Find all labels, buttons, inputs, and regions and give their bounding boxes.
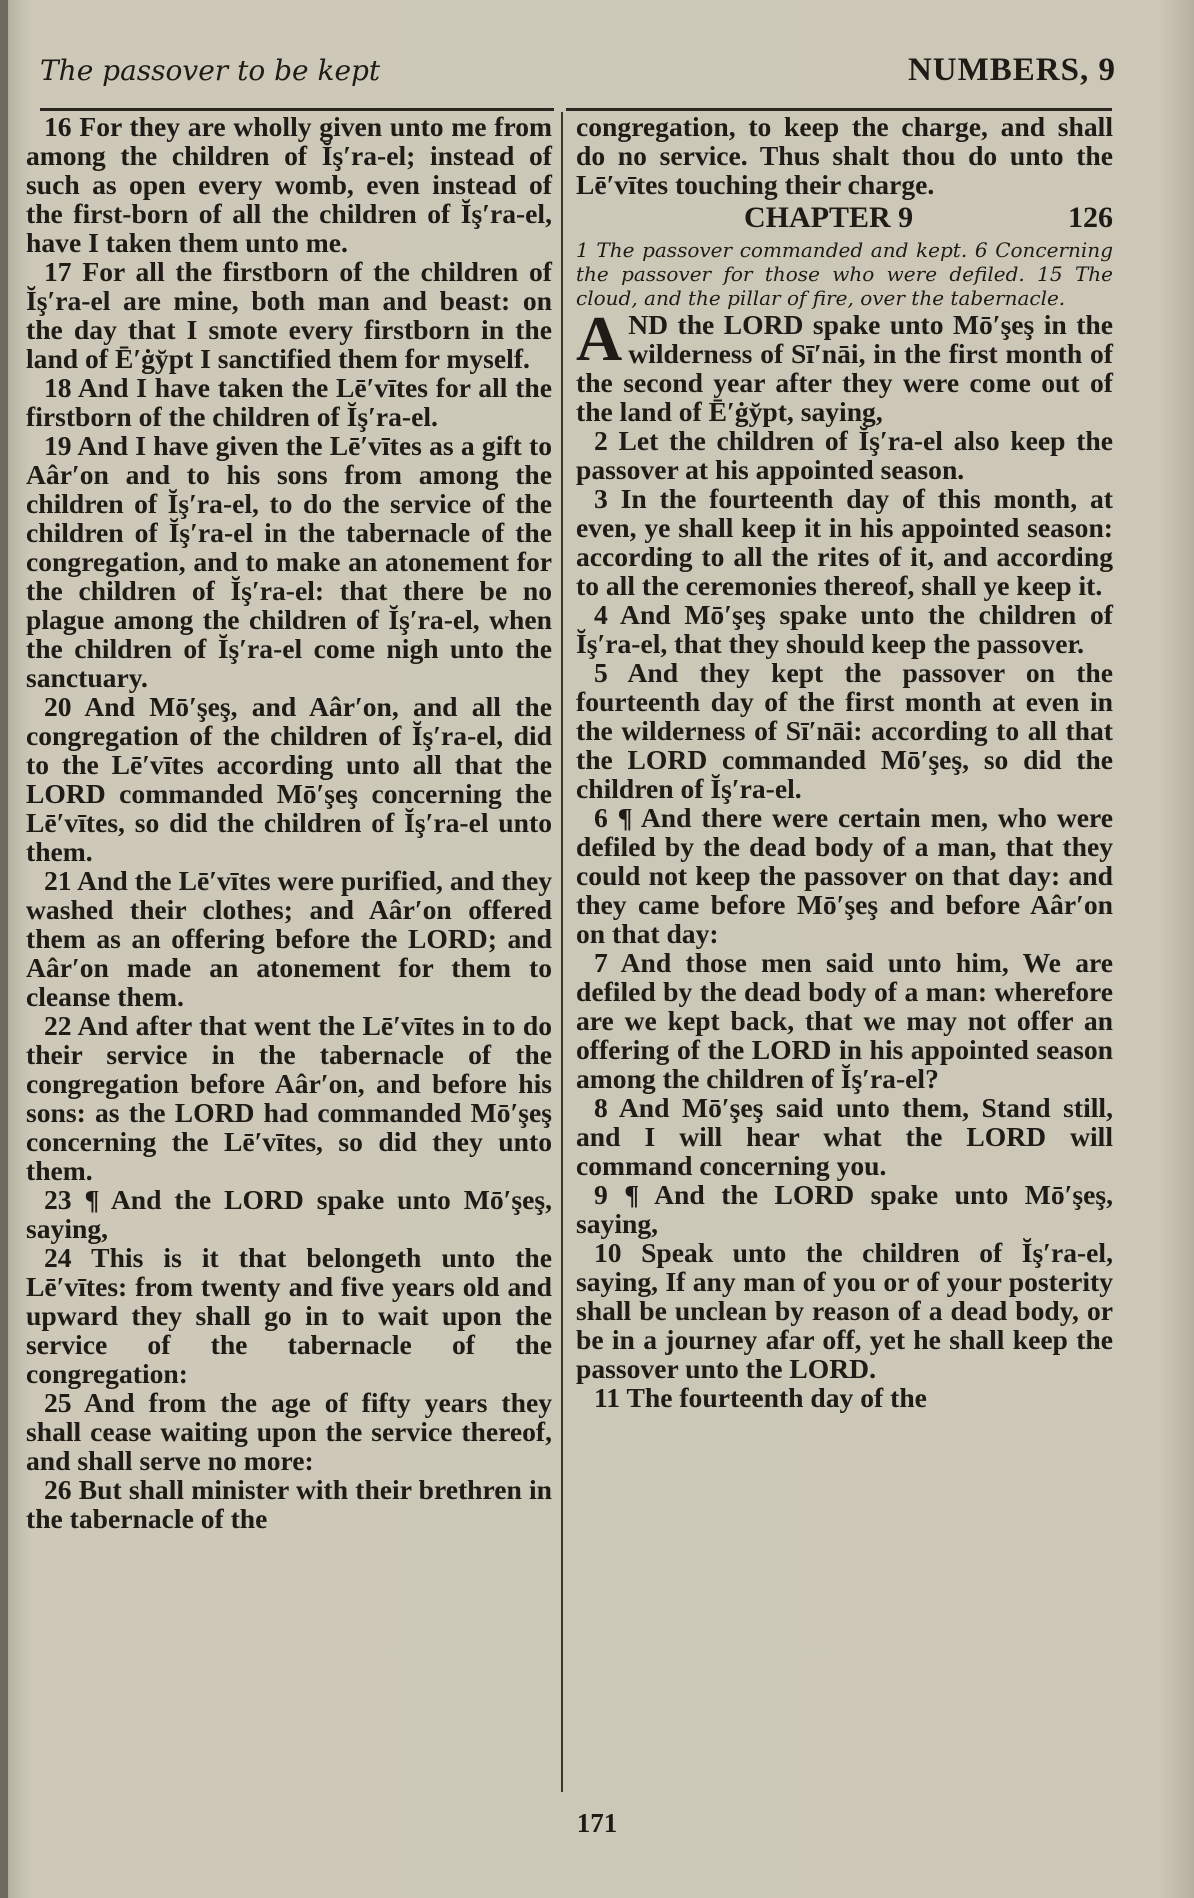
- verse-26-continued: congregation, to keep the charge, and shall do no service. Thus shalt thou do unto the Lē′vītes touching their charge.: [576, 111, 1113, 200]
- running-head-title: The passover to be kept: [40, 54, 381, 87]
- chapter-summary: 1 The passover commanded and kept. 6 Concerning the passover for those who were defiled. 15 The cloud, and the pillar of fire, over the tabernacle.: [576, 238, 1113, 310]
- running-head-book: NUMBERS, 9: [907, 52, 1116, 88]
- verse-21: 21 And the Lē′vītes were purified, and they washed their clothes; and Aâr′on offered them as an offering before the LORD; and Aâr′on made an atonement for them to cleanse them.: [26, 865, 552, 1012]
- verse-3: 3 In the fourteenth day of this month, at even, ye shall keep it in his appointed season: according to all the rites of it, and according to all the ceremonies thereof, shall ye keep it.: [576, 483, 1113, 601]
- verse-24: 24 This is it that belongeth unto the Lē′vītes: from twenty and five years old and upward they shall go in to wait upon the service of the tabernacle of the congregation:: [26, 1242, 552, 1389]
- verse-19: 19 And I have given the Lē′vītes as a gift to Aâr′on and to his sons from among the children of Ĭş′ra-el, to do the service of the children of Ĭş′ra-el in the tabernacle of the congregation, and to make an atonement for the children of Ĭş′ra-el: that there be no plague among the children of Ĭş′ra-el, when the children of Ĭş′ra-el come nigh unto the sanctuary.: [26, 430, 552, 693]
- verse-18: 18 And I have taken the Lē′vītes for all the firstborn of the children of Ĭş′ra-el.: [26, 372, 552, 432]
- chapter-heading: [576, 203, 1113, 232]
- verse-26: 26 But shall minister with their brethren in the tabernacle of the: [26, 1474, 552, 1534]
- column-divider: [561, 112, 563, 1792]
- verse-4: 4 And Mō′şeş spake unto the children of Ĭş′ra-el, that they should keep the passover.: [576, 599, 1113, 659]
- verse-9: 9 ¶ And the LORD spake unto Mō′şeş, saying,: [576, 1179, 1113, 1239]
- verse-23: 23 ¶ And the LORD spake unto Mō′şeş, saying,: [26, 1184, 552, 1244]
- left-column: [26, 112, 552, 1533]
- right-column: [576, 112, 1113, 1412]
- chapter-label: CHAPTER 9: [744, 201, 914, 234]
- page-number: 171: [576, 1808, 618, 1838]
- drop-cap: A: [576, 303, 623, 374]
- verse-16: 16 For they are wholly given unto me from among the children of Ĭş′ra-el; instead of such as open every womb, even instead of the first-born of all the children of Ĭş′ra-el, have I taken them unto me.: [26, 111, 552, 258]
- chapter-opening-text: ND the LORD spake unto Mō′şeş in the wilderness of Sī′nāi, in the first month of the second year after they were come out of the land of Ē′ġy̆pt, saying,: [576, 309, 1113, 427]
- verse-5: 5 And they kept the passover on the fourteenth day of the first month at even in the wilderness of Sī′nāi: according to all that the LORD commanded Mō′şeş, so did the children of Ĭş′ra-el.: [576, 657, 1113, 804]
- verse-22: 22 And after that went the Lē′vītes in to do their service in the tabernacle of the congregation before Aâr′on, and before his sons: as the LORD had commanded Mō′şeş concerning the Lē′vītes, so did they unto them.: [26, 1010, 552, 1186]
- verse-17: 17 For all the firstborn of the children of Ĭş′ra-el are mine, both man and beast: on the day that I smote every firstborn in the land of Ē′ġy̆pt I sanctified them for myself.: [26, 256, 552, 374]
- verse-20: 20 And Mō′şeş, and Aâr′on, and all the congregation of the children of Ĭş′ra-el, did to the Lē′vītes according unto all that the LORD commanded Mō′şeş concerning the Lē′vītes, so did the children of Ĭş′ra-el unto them.: [26, 691, 552, 867]
- verse-2: 2 Let the children of Ĭş′ra-el also keep the passover at his appointed season.: [576, 425, 1113, 485]
- verse-10: 10 Speak unto the children of Ĭş′ra-el, saying, If any man of you or of your posterity shall be unclean by reason of a dead body, or be in a journey afar off, yet he shall keep the passover unto the LORD.: [576, 1237, 1113, 1384]
- verse-6: 6 ¶ And there were certain men, who were defiled by the dead body of a man, that they could not keep the passover on that day: and they came before Mō′şeş and before Aâr′on on that day:: [576, 802, 1113, 949]
- verse-8: 8 And Mō′şeş said unto them, Stand still, and I will hear what the LORD will command concerning you.: [576, 1092, 1113, 1181]
- spine-shadow: [0, 0, 8, 1898]
- verse-25: 25 And from the age of fifty years they shall cease waiting upon the service thereof, and shall serve no more:: [26, 1387, 552, 1476]
- verse-7: 7 And those men said unto him, We are defiled by the dead body of a man: wherefore are we kept back, that we may not offer an offering of the LORD in his appointed season among the children of Ĭş′ra-el?: [576, 947, 1113, 1094]
- running-head: [40, 52, 1116, 102]
- verse-11: 11 The fourteenth day of the: [594, 1382, 927, 1413]
- chapter-opening: [576, 303, 1113, 427]
- chapter-ref: 126: [1068, 201, 1113, 234]
